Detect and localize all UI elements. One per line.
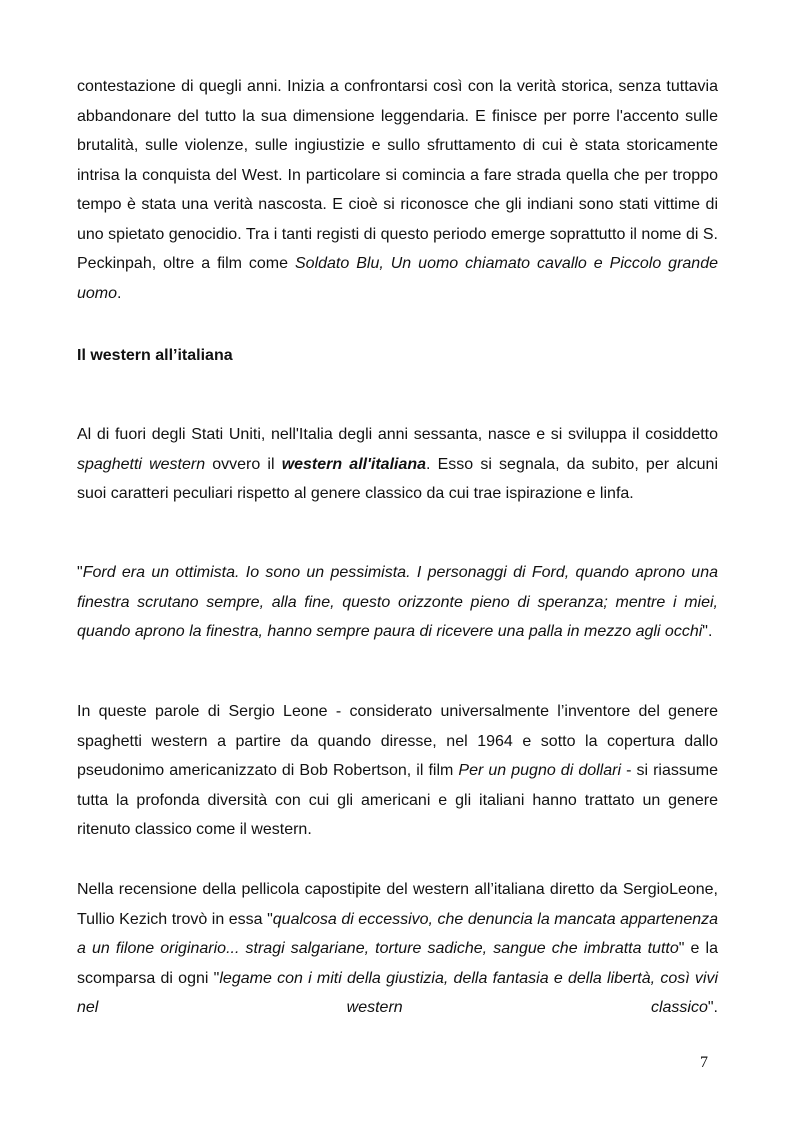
quote-text: Ford era un ottimista. Io sono un pessimista. I personaggi di Ford, quando aprono una finestra scrutano sempre, alla fine, questo orizzonte pieno di speranza; mentre i miei, quando aprono la finestra, hanno sempre paura di ricevere una palla in mezzo agli occhi [77, 564, 718, 640]
paragraph-text: ovvero il [205, 455, 282, 473]
paragraph-text: " e la scomparsa di ogni " [77, 940, 718, 987]
page-number: 7 [700, 1054, 708, 1071]
paragraph-text: - si riassume tutta la profonda diversità con cui gli americani e gli italiani hanno trattato un genere ritenuto classico come il western. [77, 762, 719, 838]
paragraph-text: Al di fuori degli Stati Uniti, nell'Italia degli anni sessanta, nasce e si sviluppa il cosiddetto [77, 426, 718, 443]
paragraph-text: . Esso si segnala, da subito, per alcuni suoi caratteri peculiari rispetto al genere classico da cui trae ispirazione e linfa. [77, 455, 718, 502]
paragraph-text: Nella recensione della pellicola capostipite del western all’italiana diretto da SergioLeone, Tullio Kezich trovò in essa " [77, 881, 718, 928]
term-spaghetti-western: spaghetti western [77, 455, 206, 473]
paragraph-text: In queste parole di Sergio Leone - considerato universalmente l’inventore del genere spaghetti western a partire da quando diresse, nel 1964 e sotto la copertura dallo pseudonimo americanizzato di Bob Robertson, il film [77, 703, 718, 779]
paragraph-spaghetti-western [77, 420, 718, 509]
paragraph-sergio-leone [77, 697, 718, 845]
paragraph-text: . [117, 284, 122, 302]
term-western-all-italiana: western all'italiana [281, 455, 427, 473]
quote-sergio-leone [77, 558, 718, 647]
paragraph-kezich-review [77, 875, 718, 1023]
quote-text: qualcosa di eccessivo, che denuncia la mancata appartenenza a un filone originario... stragi salgariane, torture sadiche, sangue che imbratta tutto [77, 910, 719, 957]
quote-text: legame con i miti della giustizia, della fantasia e della libertà, così vivi nel western classico [77, 969, 719, 1016]
paragraph-text: contestazione di quegli anni. Inizia a confrontarsi così con la verità storica, senza tuttavia abbandonare del tutto la sua dimensione leggendaria. E finisce per porre l'accento sulle brutalità, sulle violenze, sulle ingiustizie e sullo sfruttamento di cui è stata storicamente intrisa la conquista del West. In particolare si comincia a fare strada quella che per troppo tempo è stata una verità nascosta. E cioè si riconosce che gli indiani sono stati vittime di uno spietato genocidio. Tra i tanti registi di questo periodo emerge soprattutto il nome di S. Peckinpah, oltre a film come [77, 78, 718, 272]
quote-mark: ". [702, 623, 713, 640]
film-title: Per un pugno di dollari [458, 762, 622, 779]
section-heading: Il western all’italiana [77, 347, 233, 364]
paragraph-western-revisionism [77, 72, 718, 308]
paragraph-text: ". [707, 999, 718, 1016]
film-titles: Soldato Blu, Un uomo chiamato cavallo e Piccolo grande uomo [77, 255, 719, 302]
quote-mark: " [77, 564, 83, 581]
